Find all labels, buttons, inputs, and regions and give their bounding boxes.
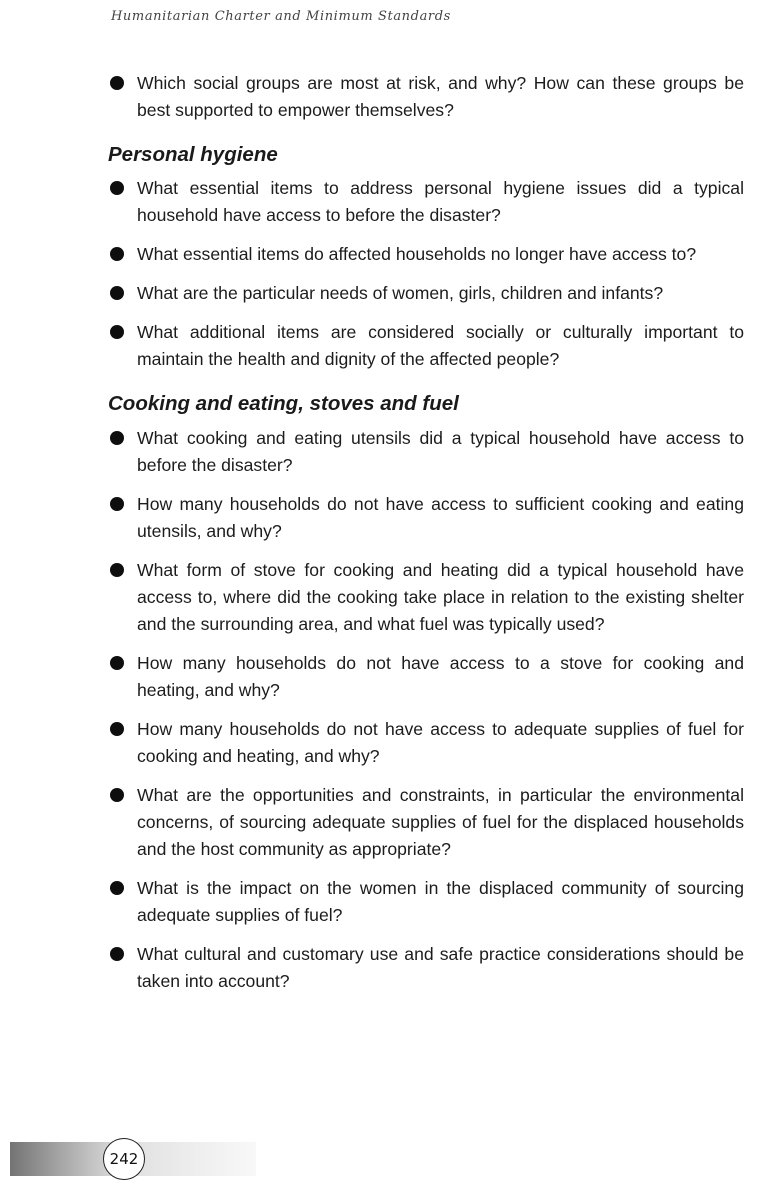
bullet-text: How many households do not have access to adequate supplies of fuel for cooking and heating, and why?	[137, 719, 744, 766]
list-item	[108, 280, 744, 307]
list-item	[108, 650, 744, 704]
list-item	[108, 491, 744, 545]
bullet-text: What are the particular needs of women, girls, children and infants?	[137, 283, 664, 303]
page-body	[108, 70, 744, 995]
bullet-icon	[110, 947, 124, 961]
cooking-list	[108, 425, 744, 995]
bullet-icon	[110, 286, 124, 300]
bullet-icon	[110, 656, 124, 670]
bullet-text: What form of stove for cooking and heating did a typical household have access to, where did the cooking take place in relation to the existing shelter and the surrounding area, and what fuel was typically used?	[137, 560, 744, 634]
page-number-badge	[103, 1138, 145, 1180]
list-item	[108, 557, 744, 638]
bullet-icon	[110, 247, 124, 261]
list-item	[108, 319, 744, 373]
intro-bullet-list	[108, 70, 744, 124]
list-item	[108, 941, 744, 995]
list-item	[108, 175, 744, 229]
bullet-icon	[110, 563, 124, 577]
page-footer	[10, 1138, 260, 1182]
bullet-text: How many households do not have access to a stove for cooking and heating, and why?	[137, 653, 744, 700]
bullet-text: How many households do not have access to sufficient cooking and eating utensils, and why?	[137, 494, 744, 541]
bullet-text: What essential items do affected households no longer have access to?	[137, 244, 697, 264]
bullet-text: What essential items to address personal hygiene issues did a typical household have access to before the disaster?	[137, 178, 744, 225]
list-item	[108, 241, 744, 268]
list-item	[108, 782, 744, 863]
bullet-icon	[110, 497, 124, 511]
bullet-text: What cultural and customary use and safe practice considerations should be taken into account?	[137, 944, 744, 991]
list-item	[108, 70, 744, 124]
bullet-text: What are the opportunities and constraints, in particular the environmental concerns, of sourcing adequate supplies of fuel for the displaced households and the host community as appropriate?	[137, 785, 744, 859]
bullet-icon	[110, 76, 124, 90]
bullet-text: Which social groups are most at risk, and why? How can these groups be best supported to empower themselves?	[137, 73, 744, 120]
bullet-icon	[110, 181, 124, 195]
bullet-text: What additional items are considered socially or culturally important to maintain the health and dignity of the affected people?	[137, 322, 744, 369]
bullet-icon	[110, 431, 124, 445]
bullet-icon	[110, 881, 124, 895]
bullet-icon	[110, 722, 124, 736]
section-heading-personal-hygiene: Personal hygiene	[108, 143, 278, 166]
bullet-text: What is the impact on the women in the displaced community of sourcing adequate supplies of fuel?	[137, 878, 744, 925]
page-number: 242	[109, 1150, 139, 1168]
list-item	[108, 425, 744, 479]
section-heading-cooking: Cooking and eating, stoves and fuel	[108, 392, 459, 415]
list-item	[108, 716, 744, 770]
running-head: Humanitarian Charter and Minimum Standards	[111, 9, 451, 24]
list-item	[108, 875, 744, 929]
personal-hygiene-list	[108, 175, 744, 373]
bullet-icon	[110, 325, 124, 339]
bullet-icon	[110, 788, 124, 802]
bullet-text: What cooking and eating utensils did a typical household have access to before the disaster?	[137, 428, 744, 475]
